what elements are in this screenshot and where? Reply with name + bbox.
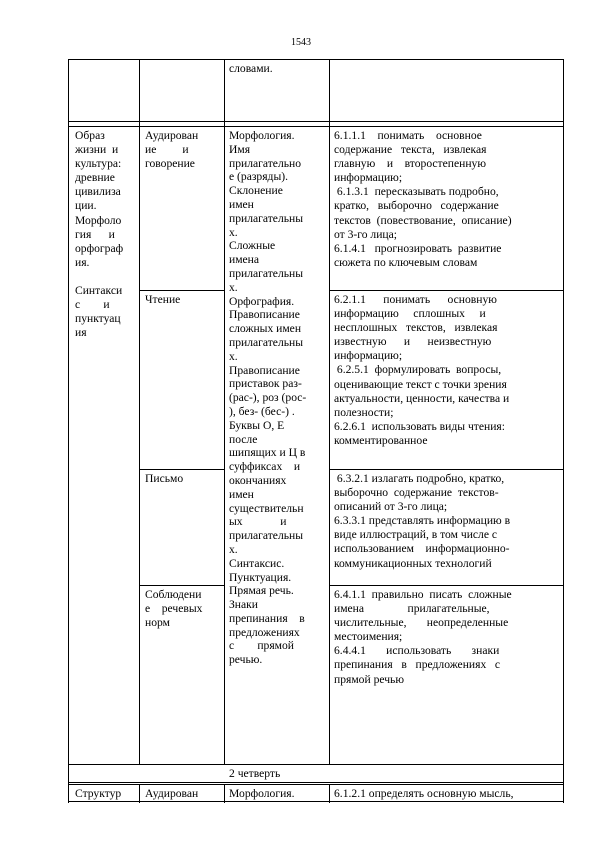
row-divider-5 [68, 784, 564, 785]
text-line: 6.2.6.1 использовать виды чтения: [334, 419, 505, 433]
text-line: описаний от 3-го лица; [334, 500, 448, 514]
text-line: 6.1.1.1 понимать основное [334, 129, 482, 142]
skill-speech-norms-cell [145, 588, 220, 630]
goals-writing-cell [334, 472, 555, 571]
row4-goals-cell [334, 787, 555, 801]
row4-topic-cell [75, 787, 137, 801]
text-line: 6.3.2.1 излагать подробно, кратко, [334, 472, 505, 485]
text-line: с прямой [229, 639, 295, 653]
text-line: ия [75, 326, 87, 340]
row-divider-2 [68, 126, 564, 127]
text-line: 6.1.4.1 прогнозировать развитие [334, 241, 502, 255]
text-line: сюжета по ключевым словам [334, 255, 478, 269]
text-line: содержание текста, извлекая [334, 143, 487, 157]
text-line: приставок раз- [229, 377, 302, 391]
text-line: Структур [75, 787, 122, 800]
text-line: Склонение [229, 184, 283, 198]
text-line: оценивающие текст с точки зрения [334, 377, 507, 391]
subrow-divider-norms-goals [329, 585, 564, 586]
row-divider-6 [68, 801, 564, 802]
text-line: Морфология. [229, 129, 295, 142]
quarter-heading [229, 767, 324, 781]
goals-listening-speaking-cell [334, 129, 555, 270]
text-line: Сложные [229, 239, 276, 253]
text-line: е (разряды). [229, 170, 289, 184]
subrow-divider-writing-goals [329, 469, 564, 470]
text-line: после [229, 432, 258, 446]
column-divider-1 [139, 59, 140, 765]
text-line: культура: [75, 157, 122, 171]
text-line: речью. [229, 653, 263, 667]
skill-listening-speaking-cell [145, 129, 220, 171]
text-line: ия. [75, 255, 90, 269]
text-line: Пунктуация. [229, 570, 292, 584]
text-line: информацию; [334, 349, 403, 363]
text-line: главную и второстепенную [334, 157, 486, 171]
text-line: Морфология. [229, 787, 295, 800]
text-line: 6.4.4.1 использовать знаки [334, 644, 500, 658]
text-line: числительные, неопределенные [334, 616, 509, 630]
subrow-divider-norms [139, 585, 224, 586]
text-line: имен [229, 487, 254, 501]
skill-reading-cell [145, 293, 220, 307]
text-line: Орфография. [229, 294, 295, 308]
text-line: (рас-), роз (рос- [229, 391, 307, 405]
text-line: несплошных текстов, извлекая [334, 321, 498, 335]
row-divider-3 [68, 764, 564, 765]
text-line [75, 270, 137, 284]
page-number: 1543 [291, 37, 311, 48]
text-line: прилагательно [229, 156, 302, 170]
text-line: х. [229, 349, 238, 363]
text-line: Аудирован [145, 129, 199, 142]
text-line: кратко, выборочно содержание [334, 199, 499, 213]
text-line: препинания в предложениях с [334, 658, 501, 672]
text-line: Знаки [229, 598, 258, 612]
text-line: е речевых [145, 602, 203, 616]
text-line: имен [229, 197, 254, 211]
text-line: 6.2.1.1 понимать основную [334, 293, 497, 306]
text-line: ие и [145, 143, 189, 157]
row4-skill-cell [145, 787, 220, 801]
text-line: предложениях [229, 625, 300, 639]
text-line: древние [75, 171, 115, 185]
text-line: актуальности, ценности, качества и [334, 391, 510, 405]
text-line: ), без- (бес-) . [229, 404, 295, 418]
text-line: цивилиза [75, 185, 121, 199]
subrow-divider-reading [139, 290, 224, 291]
text-line: жизни и [75, 143, 119, 157]
text-line: прилагательны [229, 266, 304, 280]
text-line: пунктуац [75, 312, 121, 326]
text-line: Аудирован [145, 787, 199, 800]
text-line: известную и неизвестную [334, 335, 492, 349]
table-left-border [68, 59, 69, 803]
subrow-divider-writing [139, 469, 224, 470]
text-line: препинания в [229, 611, 305, 625]
row1-content-cell [229, 62, 324, 76]
text-line: от 3-го лица; [334, 227, 397, 241]
text-line: Правописание [229, 308, 300, 322]
text-line: говорение [145, 157, 195, 171]
text-line: прилагательны [229, 335, 304, 349]
text-line: 6.1.2.1 определять основную мысль, [334, 787, 514, 800]
column-divider-1-bottom [139, 784, 140, 803]
text-line: имена [229, 253, 260, 267]
text-line: сложных имен [229, 322, 302, 336]
text-line: гия и [75, 227, 115, 241]
text-line: 6.3.3.1 представлять информацию в [334, 514, 511, 528]
column-divider-2 [224, 59, 225, 765]
text-line: местоимения; [334, 630, 403, 644]
text-line: шипящих и Ц в [229, 446, 306, 460]
text-line: прилагательны [229, 529, 304, 543]
row-divider-1 [68, 121, 564, 122]
table-right-border [563, 59, 564, 803]
text-line: виде иллюстраций, в том числе с [334, 528, 498, 542]
column-divider-3 [329, 59, 330, 765]
text-line: Правописание [229, 363, 300, 377]
text-line: Синтакси [75, 283, 123, 297]
row2-topic-cell [75, 129, 137, 340]
text-line: прилагательны [229, 211, 304, 225]
text-line: выборочно содержание текстов- [334, 486, 499, 500]
column-divider-3-bottom [329, 784, 330, 803]
text-line: комментированное [334, 433, 428, 447]
text-line: Буквы О, Е [229, 418, 285, 432]
row4-content-cell [229, 787, 324, 801]
text-line: существительн [229, 501, 304, 515]
text-line: окончаниях [229, 473, 287, 487]
text-line: Имя [229, 142, 251, 156]
text-line: ции. [75, 199, 97, 213]
text-line: х. [229, 280, 238, 294]
text-line: 6.2.5.1 формулировать вопросы, [334, 363, 502, 377]
text-line: ых и [229, 515, 287, 529]
text-line: имена прилагательные, [334, 602, 490, 616]
text-line: текстов (повествование, описание) [334, 213, 512, 227]
text-line: Чтение [145, 293, 181, 306]
skill-writing-cell [145, 472, 220, 486]
goals-reading-cell [334, 293, 555, 448]
text-line: прямой речью [334, 672, 405, 686]
text-line: Синтаксис. [229, 556, 285, 570]
text-line: с и [75, 298, 110, 312]
text-line: словами. [229, 62, 273, 75]
subrow-divider-reading-goals [329, 290, 564, 291]
text-line: 6.4.1.1 правильно писать сложные [334, 588, 512, 601]
column-divider-2-bottom [224, 784, 225, 803]
text-line: Прямая речь. [229, 584, 294, 598]
text-line: орфограф [75, 241, 124, 255]
row-divider-4 [68, 782, 564, 783]
text-line: норм [145, 616, 170, 630]
text-line: х. [229, 225, 238, 239]
text-line: использованием информационно- [334, 542, 510, 556]
text-line: х. [229, 542, 238, 556]
text-line: Соблюдени [145, 588, 202, 601]
text-line: полезности; [334, 405, 394, 419]
table-top-border [68, 59, 564, 60]
text-line: 6.1.3.1 пересказывать подробно, [334, 185, 499, 199]
text-line: информацию; [334, 171, 403, 185]
goals-speech-norms-cell [334, 588, 555, 687]
text-line: коммуникационных технологий [334, 556, 492, 570]
text-line: Письмо [145, 472, 184, 485]
text-line: Образ [75, 129, 105, 142]
text-line: суффиксах и [229, 460, 301, 474]
text-line: информацию сплошных и [334, 307, 486, 321]
text-line: 2 четверть [229, 767, 281, 780]
text-line: Морфоло [75, 213, 122, 227]
row2-content-cell [229, 129, 324, 667]
